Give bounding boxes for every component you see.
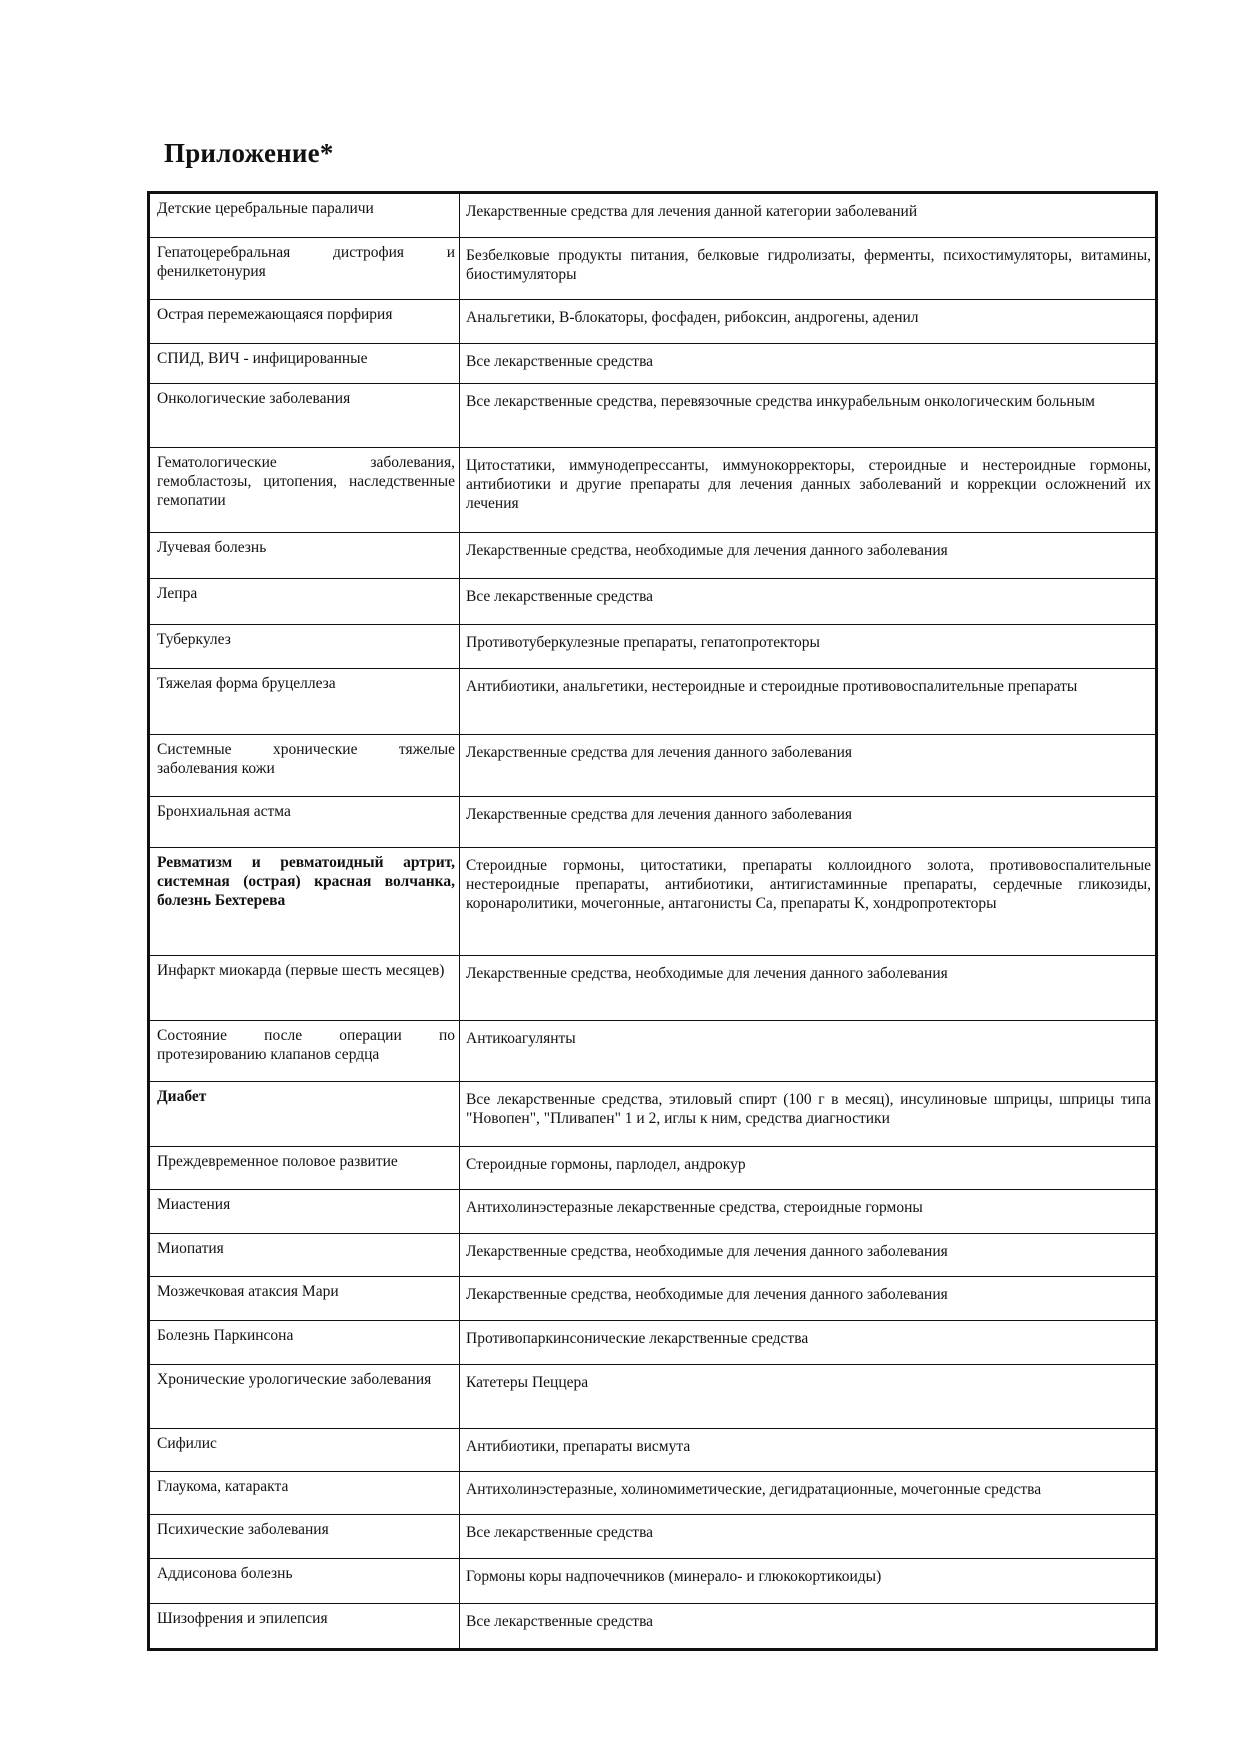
table-row: [150, 1277, 1156, 1321]
treatment-cell: Противопаркинсонические лекарственные средства: [460, 1320, 1156, 1365]
table-row: [150, 237, 1156, 300]
treatment-cell: Лекарственные средства, необходимые для лечения данного заболевания: [460, 1277, 1156, 1321]
treatment-cell: Все лекарственные средства, перевязочные средства инкурабельным онкологическим больным: [460, 384, 1156, 448]
appendix-table-body: [150, 194, 1156, 1649]
disease-cell: Острая перемежающаяся порфирия: [150, 300, 460, 344]
table-row: [150, 300, 1156, 344]
disease-cell: Гепатоцеребральная дистрофия и фенилкетонурия: [150, 237, 460, 300]
treatment-cell: Гормоны коры надпочечников (минерало- и глюкокортикоиды): [460, 1558, 1156, 1604]
disease-cell: Шизофрения и эпилепсия: [150, 1604, 460, 1649]
table-row: [150, 734, 1156, 797]
table-row: [150, 797, 1156, 848]
treatment-cell: Лекарственные средства для лечения данной категории заболеваний: [460, 194, 1156, 238]
treatment-cell: Антикоагулянты: [460, 1021, 1156, 1082]
treatment-cell: Антибиотики, анальгетики, нестероидные и стероидные противовоспалительные препараты: [460, 668, 1156, 734]
table-row: [150, 1190, 1156, 1234]
table-row: [150, 1021, 1156, 1082]
appendix-table-container: [147, 191, 1158, 1651]
table-row: [150, 1146, 1156, 1190]
table-row: [150, 625, 1156, 669]
disease-cell: Гематологические заболевания, гемобластозы, цитопения, наследственные гемопатии: [150, 448, 460, 533]
disease-cell: Болезнь Паркинсона: [150, 1320, 460, 1365]
disease-cell: Состояние после операции по протезированию клапанов сердца: [150, 1021, 460, 1082]
disease-cell: Лучевая болезнь: [150, 533, 460, 579]
treatment-cell: Антибиотики, препараты висмута: [460, 1429, 1156, 1472]
treatment-cell: Стероидные гормоны, цитостатики, препараты коллоидного золота, противовоспалительные нестероидные препараты, антибиотики, антигистаминные препараты, сердечные гликозиды, коронаролитики, мочегонные, антагонисты Ca, препараты K, хондропротекторы: [460, 848, 1156, 956]
disease-cell: Миопатия: [150, 1233, 460, 1277]
appendix-table: [149, 193, 1156, 1649]
table-row: [150, 1604, 1156, 1649]
table-row: [150, 956, 1156, 1021]
treatment-cell: Безбелковые продукты питания, белковые гидролизаты, ферменты, психостимуляторы, витамины, биостимуляторы: [460, 237, 1156, 300]
disease-cell: Туберкулез: [150, 625, 460, 669]
treatment-cell: Все лекарственные средства: [460, 343, 1156, 384]
table-row: [150, 384, 1156, 448]
treatment-cell: Катетеры Пеццера: [460, 1365, 1156, 1429]
disease-cell: Онкологические заболевания: [150, 384, 460, 448]
disease-cell: Хронические урологические заболевания: [150, 1365, 460, 1429]
table-row: [150, 1233, 1156, 1277]
disease-cell: Преждевременное половое развитие: [150, 1146, 460, 1190]
disease-cell: Инфаркт миокарда (первые шесть месяцев): [150, 956, 460, 1021]
treatment-cell: Все лекарственные средства: [460, 1515, 1156, 1559]
treatment-cell: Лекарственные средства, необходимые для лечения данного заболевания: [460, 533, 1156, 579]
disease-cell: Миастения: [150, 1190, 460, 1234]
treatment-cell: Цитостатики, иммунодепрессанты, иммунокорректоры, стероидные и нестероидные гормоны, антибиотики и другие препараты для лечения данных заболеваний и коррекции осложнений их лечения: [460, 448, 1156, 533]
disease-cell: Аддисонова болезнь: [150, 1558, 460, 1604]
table-row: [150, 1081, 1156, 1146]
table-row: [150, 1365, 1156, 1429]
treatment-cell: Противотуберкулезные препараты, гепатопротекторы: [460, 625, 1156, 669]
table-row: [150, 848, 1156, 956]
table-row: [150, 668, 1156, 734]
treatment-cell: Антихолинэстеразные, холиномиметические, дегидратационные, мочегонные средства: [460, 1471, 1156, 1515]
disease-cell: СПИД, ВИЧ - инфицированные: [150, 343, 460, 384]
disease-cell: Системные хронические тяжелые заболевания кожи: [150, 734, 460, 797]
treatment-cell: Все лекарственные средства: [460, 578, 1156, 625]
page-title: Приложение*: [164, 138, 334, 168]
treatment-cell: Лекарственные средства, необходимые для лечения данного заболевания: [460, 956, 1156, 1021]
treatment-cell: Лекарственные средства для лечения данного заболевания: [460, 734, 1156, 797]
table-row: [150, 448, 1156, 533]
treatment-cell: Лекарственные средства для лечения данного заболевания: [460, 797, 1156, 848]
treatment-cell: Анальгетики, В-блокаторы, фосфаден, рибоксин, андрогены, аденил: [460, 300, 1156, 344]
table-row: [150, 533, 1156, 579]
disease-cell: Диабет: [150, 1081, 460, 1146]
table-row: [150, 194, 1156, 238]
treatment-cell: Все лекарственные средства, этиловый спирт (100 г в месяц), инсулиновые шприцы, шприцы типа "Новопен", "Пливапен" 1 и 2, иглы к ним, средства диагностики: [460, 1081, 1156, 1146]
table-row: [150, 1515, 1156, 1559]
disease-cell: Психические заболевания: [150, 1515, 460, 1559]
disease-cell: Бронхиальная астма: [150, 797, 460, 848]
table-row: [150, 1558, 1156, 1604]
disease-cell: Детские церебральные параличи: [150, 194, 460, 238]
treatment-cell: Лекарственные средства, необходимые для лечения данного заболевания: [460, 1233, 1156, 1277]
disease-cell: Ревматизм и ревматоидный артрит, системная (острая) красная волчанка, болезнь Бехтерева: [150, 848, 460, 956]
table-row: [150, 343, 1156, 384]
table-row: [150, 578, 1156, 625]
treatment-cell: Антихолинэстеразные лекарственные средства, стероидные гормоны: [460, 1190, 1156, 1234]
treatment-cell: Все лекарственные средства: [460, 1604, 1156, 1649]
table-row: [150, 1471, 1156, 1515]
treatment-cell: Стероидные гормоны, парлодел, андрокур: [460, 1146, 1156, 1190]
table-row: [150, 1320, 1156, 1365]
disease-cell: Мозжечковая атаксия Мари: [150, 1277, 460, 1321]
table-row: [150, 1429, 1156, 1472]
disease-cell: Глаукома, катаракта: [150, 1471, 460, 1515]
disease-cell: Тяжелая форма бруцеллеза: [150, 668, 460, 734]
disease-cell: Сифилис: [150, 1429, 460, 1472]
disease-cell: Лепра: [150, 578, 460, 625]
